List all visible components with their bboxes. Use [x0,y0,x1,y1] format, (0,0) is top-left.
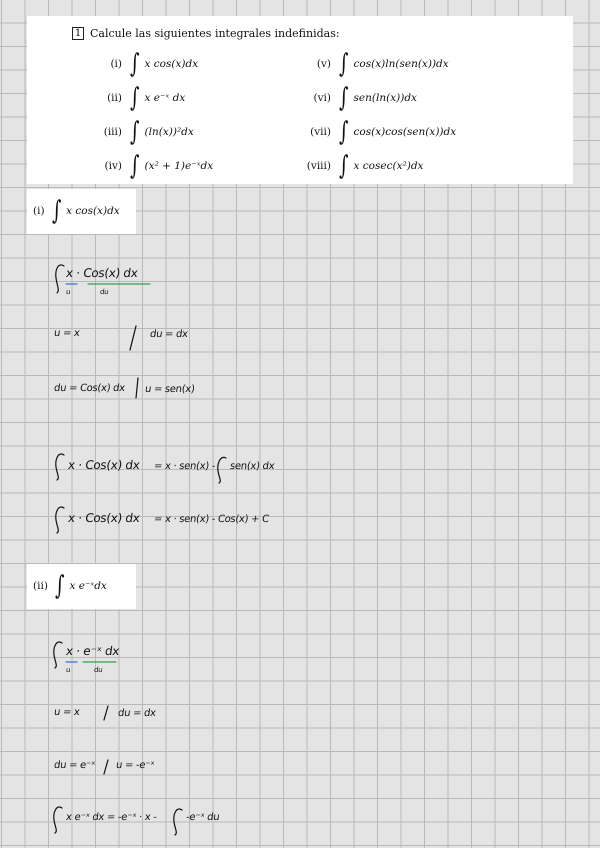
section-expression: x e⁻ˣdx [69,580,107,592]
hw-line2-right: u = -e⁻ˣ [115,760,155,771]
hw-integral-sign [54,807,62,833]
item-expression: x cos(x)dx [144,58,199,70]
integral-sign: ∫ [54,571,65,601]
hw-line1-left: u = x [53,328,81,339]
item-label: (iii) [103,126,122,138]
hw-integral-expression: x · Cos(x) dx [65,266,139,280]
hw-integral-sign [54,642,62,668]
hw-du-mark: du [93,666,103,674]
hw-line3-mid: = x · sen(x) - [153,461,216,472]
item-expression: sen(ln(x))dx [353,92,417,104]
item-expression: (x² + 1)e⁻ˣdx [144,160,214,172]
hw-line2-right: u = sen(x) [144,384,196,395]
hw-integral-sign [56,507,64,533]
hw-du-mark: du [99,288,109,296]
hw-u-mark: u [65,666,71,674]
problem-instruction: Calcule las siguientes integrales indefinidas: [90,27,340,40]
hw-integral-expression: x · e⁻ˣ dx [65,644,121,658]
hw-integral-sign [56,265,64,293]
hw-divider-slash [104,760,108,774]
item-expression: x e⁻ˣ dx [144,92,186,104]
item-expression: cos(x)cos(sen(x))dx [353,126,457,138]
integral-sign: ∫ [339,49,349,79]
hw-line1-right: du = dx [117,708,157,719]
hw-integral-sign [56,454,64,480]
integral-sign: ∫ [51,196,62,226]
section-label: (ii) [33,580,48,592]
hw-line3-left: x · Cos(x) dx [67,458,141,472]
integral-sign: ∫ [339,151,349,181]
hw-line4-right: = x · sen(x) - Cos(x) + C [153,514,270,525]
integral-sign: ∫ [130,49,140,79]
section-label: (i) [33,205,45,217]
item-label: (ii) [107,92,122,104]
hw-line3-left: x e⁻ˣ dx = -e⁻ˣ · x - [65,812,158,823]
item-label: (vii) [310,126,331,138]
hw-integral-sign [174,809,182,835]
item-label: (v) [316,58,331,70]
item-expression: cos(x)ln(sen(x))dx [353,58,449,70]
hw-line2-left: du = e⁻ˣ [53,760,96,771]
hw-line4-left: x · Cos(x) dx [67,511,141,525]
item-label: (i) [110,58,122,70]
hw-line3-right: sen(x) dx [229,461,275,472]
hw-divider-slash [136,378,138,398]
hw-line2-left: du = Cos(x) dx [53,383,126,394]
hw-divider-slash [104,706,108,720]
item-label: (iv) [104,160,122,172]
integral-sign: ∫ [130,151,140,181]
hw-integral-sign [218,457,226,483]
section-expression: x cos(x)dx [66,205,120,217]
hw-line3-right: -e⁻ˣ du [185,812,221,823]
integral-sign: ∫ [339,117,349,147]
item-label: (vi) [313,92,331,104]
integral-sign: ∫ [339,83,349,113]
hw-line1-left: u = x [53,707,81,718]
item-label: (viii) [306,160,331,172]
hw-line1-right: du = dx [149,329,189,340]
item-expression: (ln(x))²dx [144,126,194,138]
integral-sign: ∫ [130,83,140,113]
integral-sign: ∫ [130,117,140,147]
hw-u-mark: u [65,288,71,296]
problem-number: 1 [72,27,84,40]
hw-divider-slash [130,326,136,350]
item-expression: x cosec(x²)dx [353,160,424,172]
